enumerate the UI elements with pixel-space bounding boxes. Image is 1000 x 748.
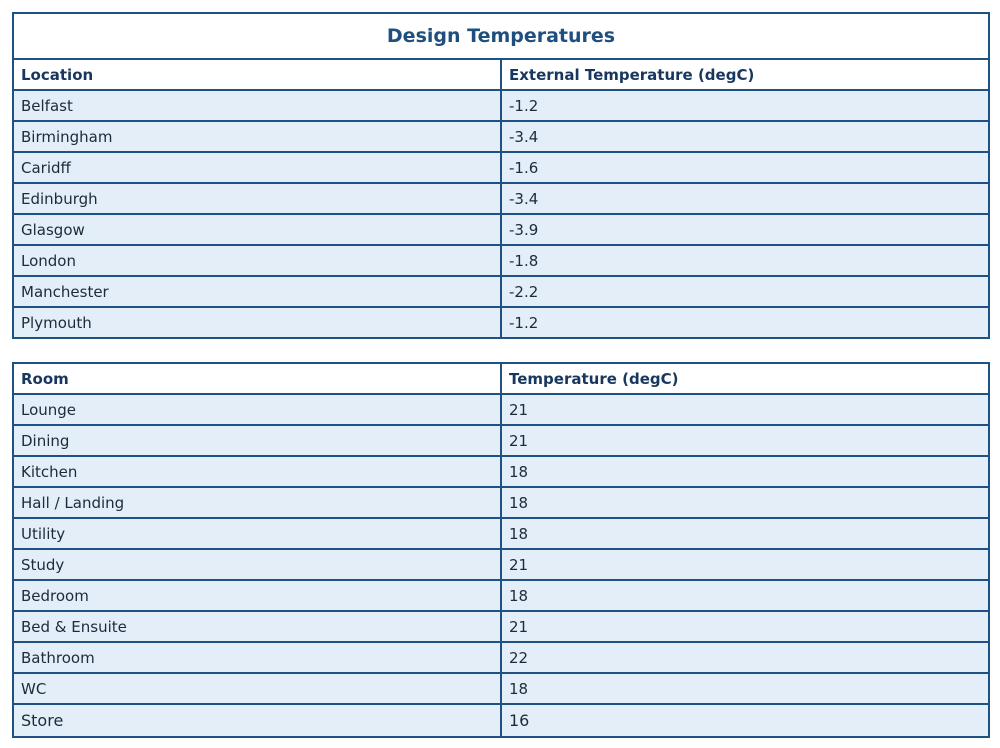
temperature-cell: 18 [501,580,989,611]
temperature-cell: 18 [501,673,989,704]
temperature-cell: 21 [501,549,989,580]
temperature-cell: 22 [501,642,989,673]
temperature-cell: 16 [501,704,989,737]
temperature-cell: 21 [501,611,989,642]
table-row [13,704,989,737]
temperature-cell: 18 [501,487,989,518]
column-header-room: Room [13,363,501,394]
location-cell: Edinburgh [13,183,501,214]
table-row [13,394,989,425]
table-row [13,673,989,704]
header-row [13,59,989,90]
table-row [13,425,989,456]
temperature-cell: -1.2 [501,90,989,121]
temperature-cell: -2.2 [501,276,989,307]
temperature-cell: 18 [501,456,989,487]
room-cell: Utility [13,518,501,549]
column-header-room-temperature: Temperature (degC) [501,363,989,394]
location-cell: Belfast [13,90,501,121]
room-cell: Bedroom [13,580,501,611]
temperature-cell: -3.4 [501,183,989,214]
table-row [13,518,989,549]
room-cell: Study [13,549,501,580]
room-cell: Dining [13,425,501,456]
temperature-cell: -1.8 [501,245,989,276]
table-row [13,276,989,307]
table-row [13,611,989,642]
room-cell: Kitchen [13,456,501,487]
table-row [13,152,989,183]
table-row [13,121,989,152]
location-cell: Birmingham [13,121,501,152]
title-row [13,13,989,59]
design-temperatures-table [12,12,990,339]
table-title: Design Temperatures [13,13,989,59]
table-row [13,307,989,338]
temperature-cell: -1.2 [501,307,989,338]
room-cell: Bathroom [13,642,501,673]
location-cell: Plymouth [13,307,501,338]
table-row [13,183,989,214]
temperature-cell: 18 [501,518,989,549]
room-cell: Hall / Landing [13,487,501,518]
temperature-cell: -3.9 [501,214,989,245]
temperature-cell: -3.4 [501,121,989,152]
header-row [13,363,989,394]
table-row [13,456,989,487]
column-header-location: Location [13,59,501,90]
location-cell: London [13,245,501,276]
room-cell: Lounge [13,394,501,425]
temperature-cell: 21 [501,425,989,456]
location-cell: Caridff [13,152,501,183]
temperature-cell: -1.6 [501,152,989,183]
room-temperatures-table [12,362,990,738]
column-header-external-temperature: External Temperature (degC) [501,59,989,90]
room-cell: Store [13,704,501,737]
location-cell: Glasgow [13,214,501,245]
table-row [13,245,989,276]
room-cell: WC [13,673,501,704]
room-cell: Bed & Ensuite [13,611,501,642]
table-row [13,549,989,580]
location-cell: Manchester [13,276,501,307]
table-row [13,214,989,245]
table-row [13,487,989,518]
table-row [13,580,989,611]
table-row [13,90,989,121]
table-row [13,642,989,673]
temperature-cell: 21 [501,394,989,425]
